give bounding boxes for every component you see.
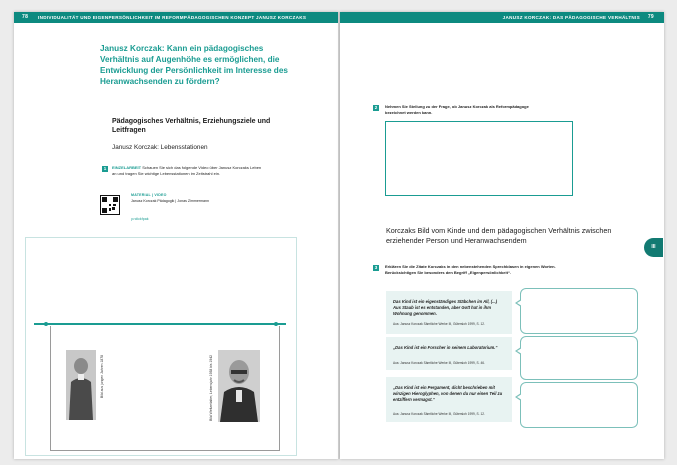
qr-code-icon[interactable] xyxy=(100,195,120,215)
section-heading: Korczaks Bild vom Kinde und dem pädagogischen Verhältnis zwischen erziehender Person und Heranwachsendem xyxy=(386,226,612,245)
quote-box-1 xyxy=(386,291,512,334)
speech-bubble-1[interactable] xyxy=(520,288,638,334)
quote-2-source: Aus: Janusz Korczak Sämtliche Werke III, Gütersloh 1999, S. 46. xyxy=(393,361,485,365)
left-running-head-text: INDIVIDUALITÄT UND EIGENPERSÖNLICHKEIT IM REFORMPÄDAGOGISCHEN KONZEPT JANUSZ KORCZAKS xyxy=(38,15,307,20)
portrait-young-photo xyxy=(66,350,96,420)
quote-3-source: Aus: Janusz Korczak Sämtliche Werke III, Gütersloh 1999, S. 12. xyxy=(393,412,485,416)
speech-bubble-2[interactable] xyxy=(520,336,638,380)
quote-box-3 xyxy=(386,377,512,422)
quote-1-source: Aus: Janusz Korczak Sämtliche Werke III, Gütersloh 1999, S. 12. xyxy=(393,322,485,326)
speech-bubble-3[interactable] xyxy=(520,382,638,428)
right-page-number: 79 xyxy=(647,14,654,20)
media-link[interactable]: y.rclickfpak xyxy=(131,217,149,221)
task-3-number: 3 xyxy=(374,265,378,270)
task-1-label: EINZELARBEIT xyxy=(112,165,142,170)
task-2-text: Nehmen Sie Stellung zu der Frage, ob Janusz Korczak als Reformpädagoge bezeichnet werden kann. xyxy=(385,104,529,115)
task-2-answer-box[interactable] xyxy=(385,121,573,196)
media-label: MATERIAL | VIDEO xyxy=(131,193,167,197)
page-title: Janusz Korczak: Kann ein pädagogisches Verhältnis auf Augenhöhe es ermöglichen, die Entwicklung der Persönlichkeit im Interesse des Heranwachsenden zu fördern? xyxy=(100,44,288,86)
section-subsubtitle: Janusz Korczak: Lebensstationen xyxy=(112,144,208,151)
task-1-instructions: Schauen Sie sich das folgende Video über Janusz Korczaks Leben an und tragen Sie wichtige Lebensstationen im Zeitstrahl ein. xyxy=(112,165,262,176)
right-running-header xyxy=(340,12,664,23)
task-3-text: Erklären Sie die Zitate Korczaks in den nebenstehenden Sprechblasen in eigenen Worten. Berücksichtigen Sie besonders den Begriff „Eigenpersönlichkeit“. xyxy=(385,264,556,275)
timeline-start-dot xyxy=(44,322,48,326)
left-page-number: 78 xyxy=(22,14,29,20)
media-title: Janusz Korczak Pädagogik | Jonas Zimmermann xyxy=(131,199,210,203)
portrait-old-photo xyxy=(218,350,260,422)
chapter-tab[interactable]: III xyxy=(644,238,663,257)
photo-caption-old: Bild Weltzeitalter, Lebensjahr 1938 bis 1942 xyxy=(209,355,213,421)
photo-caption-young: Bild aus jungen Jahren 1878 xyxy=(100,355,104,398)
left-running-header xyxy=(14,12,338,23)
quote-1-text: Das Kind ist ein eigenständiges Stäbchen im All, (...) Aus Staub ist es entstanden, aber Gott hat in ihm Wohnung genommen. xyxy=(393,299,498,316)
quote-box-2 xyxy=(386,337,512,370)
task-2-number: 2 xyxy=(374,105,378,110)
task-1-text xyxy=(112,165,262,177)
right-running-head-text: JANUSZ KORCZAK: DAS PÄDAGOGISCHE VERHÄLTNIS xyxy=(502,15,640,20)
quote-2-text: „Das Kind ist ein Forscher in seinem Laboratorium.“ xyxy=(393,345,498,350)
section-subtitle: Pädagogisches Verhältnis, Erziehungsziele und Leitfragen xyxy=(112,118,271,134)
task-1-number: 1 xyxy=(103,166,107,171)
quote-3-text: „Das Kind ist ein Pergament, dicht beschrieben mit winzigen Hieroglyphen, von denen du nur einen Teil zu entziffern vermagst.“ xyxy=(393,385,503,402)
timeline-axis[interactable] xyxy=(34,323,286,325)
